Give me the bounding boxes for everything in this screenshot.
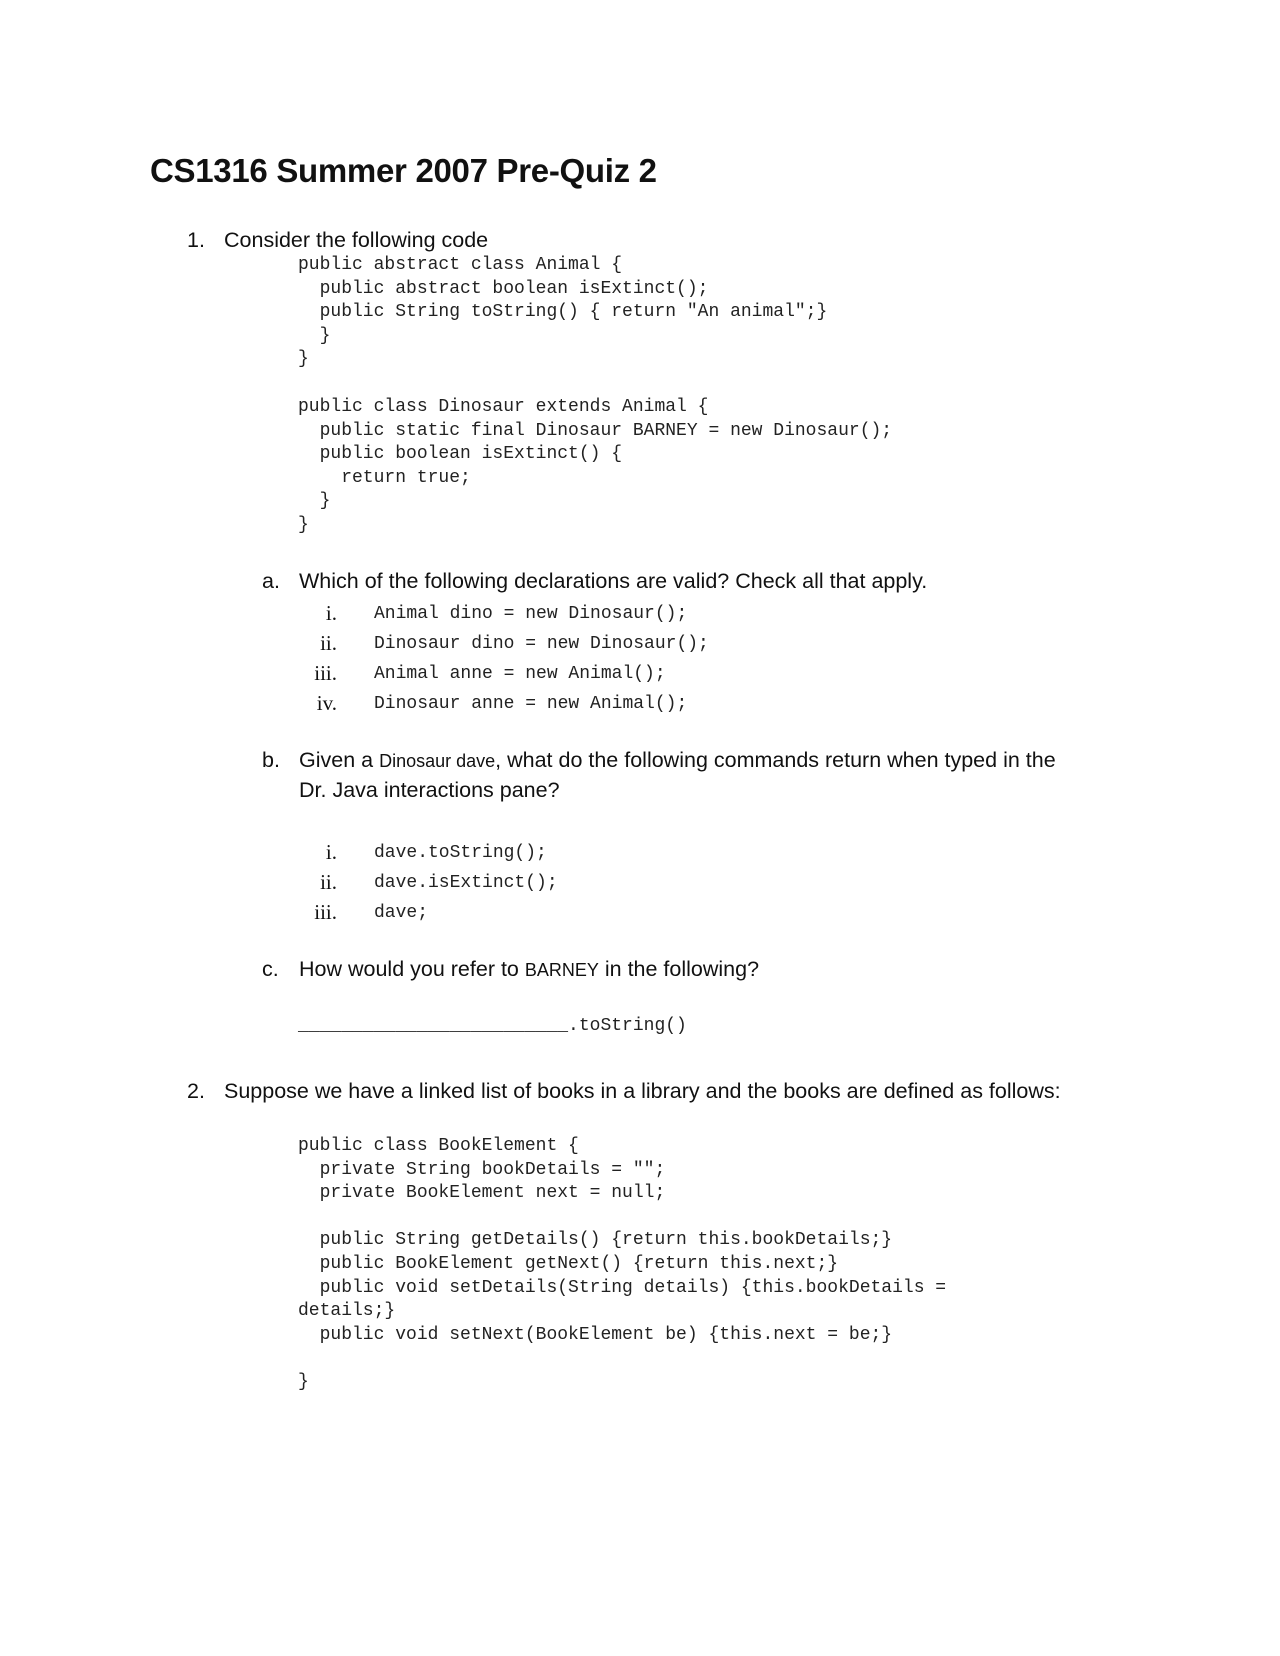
question-1-prompt: Consider the following code xyxy=(224,228,489,252)
part-b-prompt-line2: Dr. Java interactions pane? xyxy=(299,778,560,802)
part-c-prompt xyxy=(299,957,759,982)
part-a-item-2-code: Dinosaur dino = new Dinosaur(); xyxy=(374,634,709,654)
part-a-item-4-numeral: iv. xyxy=(316,691,337,715)
part-c-prompt-end: in the following? xyxy=(598,957,760,981)
part-b-letter: b. xyxy=(262,748,280,772)
page-title: CS1316 Summer 2007 Pre-Quiz 2 xyxy=(150,152,657,189)
part-b-prompt-end: , what do the following commands return when typed in the xyxy=(495,748,1056,772)
part-a-letter: a. xyxy=(262,569,280,593)
part-a-item-3-numeral: iii. xyxy=(314,661,337,685)
part-b-item-2-code: dave.isExtinct(); xyxy=(374,873,558,893)
part-c-letter: c. xyxy=(262,957,279,981)
code-animal-class: public abstract class Animal { public abstract boolean isExtinct(); public String toString() { return "An animal";} } } xyxy=(298,255,828,370)
part-a-prompt: Which of the following declarations are valid? Check all that apply. xyxy=(299,569,928,593)
part-b-item-1-numeral: i. xyxy=(325,840,337,864)
part-a-item-3-code: Animal anne = new Animal(); xyxy=(374,664,666,684)
part-c-prompt-var: BARNEY xyxy=(524,960,599,980)
part-b-item-1-code: dave.toString(); xyxy=(374,843,547,863)
part-b-item-3-code: dave; xyxy=(374,903,429,923)
question-2-prompt: Suppose we have a linked list of books in a library and the books are defined as follows: xyxy=(224,1079,1061,1103)
question-1-number: 1. xyxy=(187,228,205,252)
part-c-prompt-start: How would you refer to xyxy=(299,957,525,981)
part-b-prompt-start: Given a xyxy=(299,748,380,772)
part-b-prompt-var: Dinosaur dave xyxy=(379,751,496,771)
part-a-item-1-numeral: i. xyxy=(325,601,337,625)
part-c-blank-line: _________________________.toString() xyxy=(298,1016,687,1036)
part-b-prompt xyxy=(299,748,1056,773)
question-2-number: 2. xyxy=(187,1079,205,1103)
code-bookelement-class: public class BookElement { private String bookDetails = ""; private BookElement next = null; public String getDetails() {return this.bookDetails;} public BookElement getNext() {return this.next;} public void setDetails(String details) {this.bookDetails = details;} public void setNext(BookElement be) {this.next = be;} } xyxy=(298,1136,947,1392)
part-b-item-2-numeral: ii. xyxy=(320,870,337,894)
part-b-item-3-numeral: iii. xyxy=(314,900,337,924)
part-a-item-1-code: Animal dino = new Dinosaur(); xyxy=(374,604,688,624)
part-a-item-2-numeral: ii. xyxy=(320,631,337,655)
part-a-item-4-code: Dinosaur anne = new Animal(); xyxy=(374,694,688,714)
code-dinosaur-class: public class Dinosaur extends Animal { public static final Dinosaur BARNEY = new Dinosaur(); public boolean isExtinct() { return true; } } xyxy=(298,397,893,535)
